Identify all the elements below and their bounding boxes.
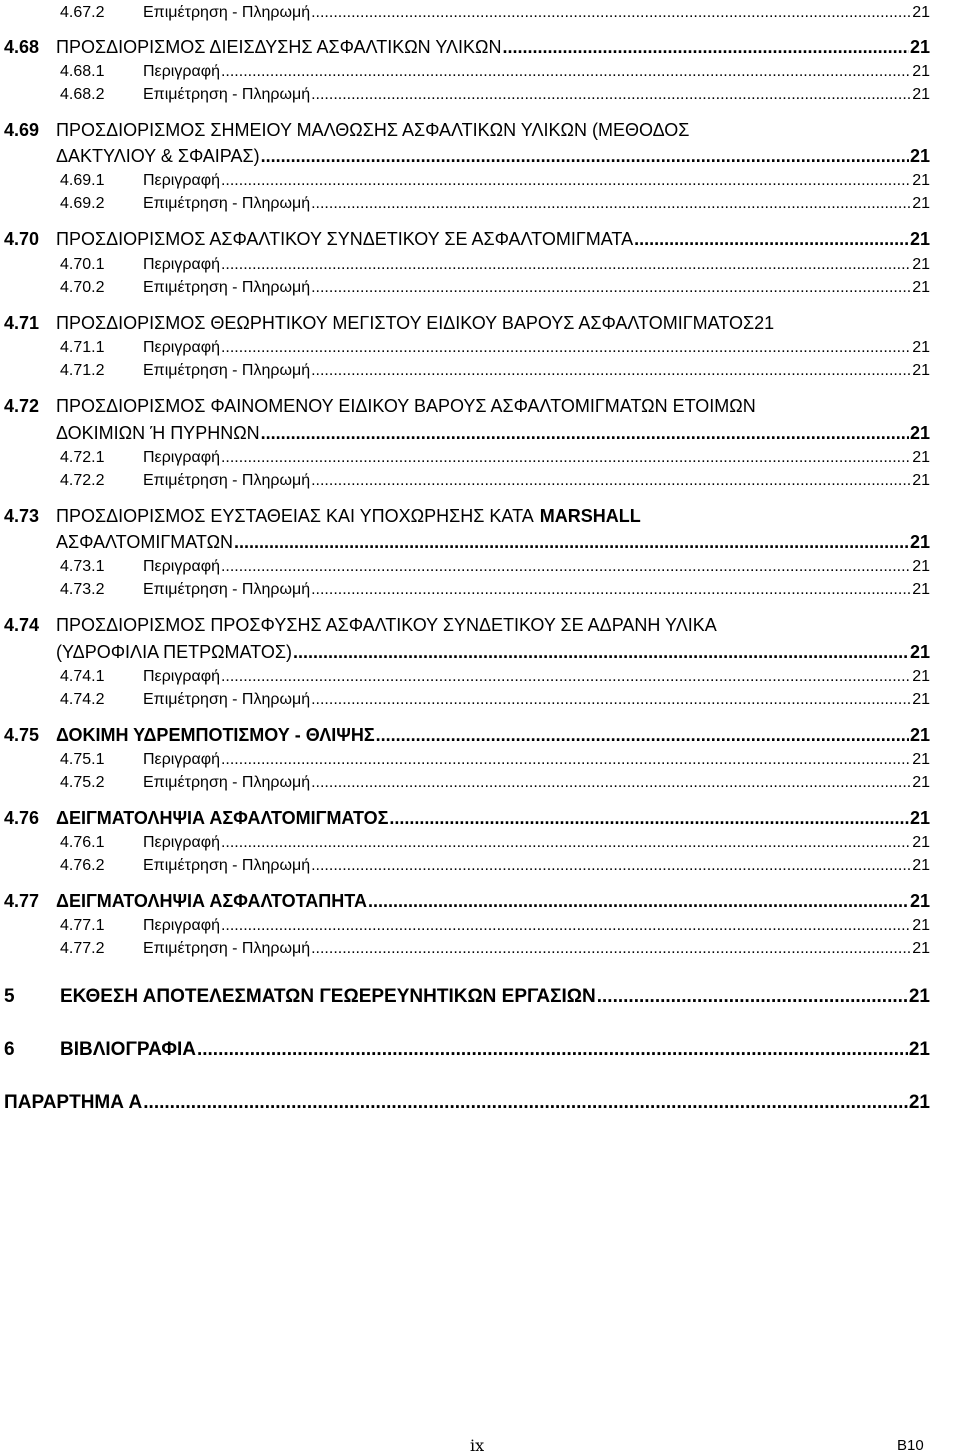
dot-leader bbox=[311, 195, 911, 213]
dot-leader bbox=[221, 751, 911, 769]
toc-page: 21 bbox=[912, 339, 930, 356]
toc-entry-4-77-1[interactable] bbox=[60, 917, 930, 935]
toc-title: Περιγραφή bbox=[143, 668, 220, 685]
toc-page: 21 bbox=[908, 1092, 930, 1113]
toc-entry-4-76-1[interactable] bbox=[60, 834, 930, 852]
toc-number: 5 bbox=[4, 986, 15, 1007]
toc-number: 6 bbox=[4, 1039, 15, 1060]
dot-leader bbox=[311, 691, 911, 709]
toc-number: 4.72 bbox=[4, 396, 40, 416]
toc-number: 4.76.1 bbox=[60, 834, 105, 851]
toc-title: ΠΑΡΑΡΤΗΜΑ Α bbox=[4, 1092, 143, 1113]
toc-number: 4.72.1 bbox=[60, 449, 105, 466]
toc-page: 21 bbox=[912, 581, 930, 598]
toc-entry-4-73[interactable] bbox=[4, 506, 930, 527]
toc-entry-4-68-1[interactable] bbox=[60, 63, 930, 81]
toc-number: 4.70.1 bbox=[60, 256, 105, 273]
toc-title: Επιμέτρηση - Πληρωμή bbox=[143, 774, 311, 791]
toc-page: 21 bbox=[912, 668, 930, 685]
toc-entry-4-73-1[interactable] bbox=[60, 558, 930, 576]
toc-title: Επιμέτρηση - Πληρωμή bbox=[143, 362, 311, 379]
toc-number: 4.76 bbox=[4, 808, 40, 828]
toc-number: 4.69.2 bbox=[60, 195, 105, 212]
toc-entry-4-68-2[interactable] bbox=[60, 86, 930, 104]
toc-number: 4.77.1 bbox=[60, 917, 105, 934]
dot-leader bbox=[368, 891, 909, 912]
toc-number: 4.67.2 bbox=[60, 4, 105, 21]
toc-entry-4-74[interactable] bbox=[4, 615, 930, 636]
toc-number: 4.70.2 bbox=[60, 279, 105, 296]
dot-leader bbox=[143, 1092, 908, 1114]
dot-leader bbox=[221, 172, 911, 190]
toc-entry-4-72[interactable] bbox=[4, 396, 930, 417]
toc-title: ΔΕΙΓΜΑΤΟΛΗΨΙΑ ΑΣΦΑΛΤΟΜΙΓΜΑΤΟΣ bbox=[56, 808, 389, 828]
toc-page: 21 bbox=[912, 558, 930, 575]
toc-page: 21 bbox=[909, 642, 930, 662]
toc-title: Περιγραφή bbox=[143, 256, 220, 273]
toc-entry-4-75[interactable] bbox=[4, 725, 930, 746]
toc-title: ΒΙΒΛΙΟΓΡΑΦΙΑ bbox=[60, 1039, 196, 1060]
toc-number: 4.71.1 bbox=[60, 339, 105, 356]
toc-title: ΔΟΚΙΜΗ ΥΔΡΕΜΠΟΤΙΣΜΟΥ - ΘΛΙΨΗΣ bbox=[56, 725, 375, 745]
toc-page: 21 bbox=[909, 532, 930, 552]
toc-title-line2: (ΥΔΡΟΦΙΛΙΑ ΠΕΤΡΩΜΑΤΟΣ) bbox=[56, 642, 293, 662]
toc-number: 4.71 bbox=[4, 313, 40, 333]
page-number-roman: ix bbox=[470, 1436, 485, 1455]
toc-entry-4-69-2[interactable] bbox=[60, 195, 930, 213]
dot-leader bbox=[221, 558, 911, 576]
toc-entry-4-76[interactable] bbox=[4, 808, 930, 829]
dot-leader bbox=[221, 917, 911, 935]
toc-entry-4-77[interactable] bbox=[4, 891, 930, 912]
toc-number: 4.75 bbox=[4, 725, 40, 745]
dot-leader bbox=[197, 1039, 908, 1061]
dot-leader bbox=[311, 362, 911, 380]
toc-entry-4-70[interactable] bbox=[4, 229, 930, 250]
toc-page: 21 bbox=[908, 1039, 930, 1060]
toc-page: 21 bbox=[909, 37, 930, 57]
toc-entry-6[interactable] bbox=[4, 1039, 930, 1061]
dot-leader bbox=[311, 4, 911, 22]
toc-entry-4-74-cont[interactable] bbox=[4, 642, 930, 663]
toc-title-line1: ΠΡΟΣΔΙΟΡΙΣΜΟΣ ΠΡΟΣΦΥΣΗΣ ΑΣΦΑΛΤΙΚΟΥ ΣΥΝΔΕΤΙΚΟΥ ΣΕ ΑΔΡΑΝΗ ΥΛΙΚΑ bbox=[56, 615, 717, 635]
toc-page: 21 bbox=[908, 986, 930, 1007]
toc-number: 4.73.2 bbox=[60, 581, 105, 598]
toc-title-line1: ΠΡΟΣΔΙΟΡΙΣΜΟΣ ΣΗΜΕΙΟΥ ΜΑΛΘΩΣΗΣ ΑΣΦΑΛΤΙΚΩΝ ΥΛΙΚΩΝ (ΜΕΘΟΔΟΣ bbox=[56, 120, 690, 140]
toc-entry-4-68[interactable] bbox=[4, 37, 930, 58]
toc-entry-4-72-cont[interactable] bbox=[4, 423, 930, 444]
toc-page: 21 bbox=[912, 362, 930, 379]
toc-number: 4.76.2 bbox=[60, 857, 105, 874]
toc-number: 4.68.2 bbox=[60, 86, 105, 103]
toc-entry-4-71[interactable] bbox=[4, 313, 930, 334]
toc-entry-4-67-2[interactable] bbox=[60, 4, 930, 22]
dot-leader bbox=[311, 86, 911, 104]
toc-page: 21 bbox=[909, 423, 930, 443]
toc-title: ΠΡΟΣΔΙΟΡΙΣΜΟΣ ΘΕΩΡΗΤΙΚΟΥ ΜΕΓΙΣΤΟΥ ΕΙΔΙΚΟΥ ΒΑΡΟΥΣ ΑΣΦΑΛΤΟΜΙΓΜΑΤΟΣ21 bbox=[56, 313, 775, 333]
dot-leader bbox=[293, 642, 909, 663]
toc-entry-4-73-2[interactable] bbox=[60, 581, 930, 599]
dot-leader bbox=[597, 986, 908, 1008]
toc-entry-4-74-2[interactable] bbox=[60, 691, 930, 709]
toc-title: Περιγραφή bbox=[143, 558, 220, 575]
toc-page: 21 bbox=[912, 195, 930, 212]
toc-entry-4-73-cont[interactable] bbox=[4, 532, 930, 553]
toc-title-line2: ΔΑΚΤΥΛΙΟΥ & ΣΦΑΙΡΑΣ) bbox=[56, 146, 260, 166]
dot-leader bbox=[376, 725, 909, 746]
toc-entry-4-69[interactable] bbox=[4, 120, 930, 141]
toc-title: ΠΡΟΣΔΙΟΡΙΣΜΟΣ ΔΙΕΙΣΔΥΣΗΣ ΑΣΦΑΛΤΙΚΩΝ ΥΛΙΚΩΝ bbox=[56, 37, 502, 57]
toc-title: Περιγραφή bbox=[143, 339, 220, 356]
toc-title: Περιγραφή bbox=[143, 172, 220, 189]
toc-entry-appendix-a[interactable] bbox=[4, 1092, 930, 1114]
toc-number: 4.72.2 bbox=[60, 472, 105, 489]
dot-leader bbox=[311, 279, 911, 297]
toc-entry-4-75-2[interactable] bbox=[60, 774, 930, 792]
toc-title: Επιμέτρηση - Πληρωμή bbox=[143, 691, 311, 708]
toc-number: 4.71.2 bbox=[60, 362, 105, 379]
dot-leader bbox=[261, 423, 909, 444]
toc-page: 21 bbox=[912, 917, 930, 934]
toc-page: 21 bbox=[912, 472, 930, 489]
toc-title: Επιμέτρηση - Πληρωμή bbox=[143, 86, 311, 103]
toc-entry-4-74-1[interactable] bbox=[60, 668, 930, 686]
dot-leader bbox=[311, 940, 911, 958]
dot-leader bbox=[311, 857, 911, 875]
toc-title-marshall: MARSHALL bbox=[539, 506, 641, 526]
toc-page: 21 bbox=[912, 857, 930, 874]
toc-page: 21 bbox=[909, 808, 930, 828]
toc-entry-4-77-2[interactable] bbox=[60, 940, 930, 958]
toc-page: 21 bbox=[912, 63, 930, 80]
toc-entry-4-76-2[interactable] bbox=[60, 857, 930, 875]
dot-leader bbox=[311, 774, 911, 792]
toc-number: 4.77 bbox=[4, 891, 40, 911]
dot-leader bbox=[261, 146, 909, 167]
toc-number: 4.69 bbox=[4, 120, 40, 140]
dot-leader bbox=[221, 63, 911, 81]
toc-entry-4-70-2[interactable] bbox=[60, 279, 930, 297]
toc-title: Επιμέτρηση - Πληρωμή bbox=[143, 4, 311, 21]
toc-number: 4.69.1 bbox=[60, 172, 105, 189]
toc-page: 21 bbox=[912, 256, 930, 273]
toc-page: 21 bbox=[912, 940, 930, 957]
toc-number: 4.73 bbox=[4, 506, 40, 526]
toc-page: 21 bbox=[912, 834, 930, 851]
toc-page: 21 bbox=[912, 86, 930, 103]
toc-title: Επιμέτρηση - Πληρωμή bbox=[143, 279, 311, 296]
toc-title-line2: ΔΟΚΙΜΙΩΝ Ή ΠΥΡΗΝΩΝ bbox=[56, 423, 260, 443]
dot-leader bbox=[503, 37, 909, 58]
dot-leader bbox=[221, 668, 911, 686]
toc-entry-4-72-1[interactable] bbox=[60, 449, 930, 467]
toc-page: 21 bbox=[912, 691, 930, 708]
toc-title-line2: ΑΣΦΑΛΤΟΜΙΓΜΑΤΩΝ bbox=[56, 532, 234, 552]
toc-title: Επιμέτρηση - Πληρωμή bbox=[143, 857, 311, 874]
toc-title: Περιγραφή bbox=[143, 917, 220, 934]
toc-entry-4-72-2[interactable] bbox=[60, 472, 930, 490]
toc-number: 4.70 bbox=[4, 229, 40, 249]
toc-title-line1: ΠΡΟΣΔΙΟΡΙΣΜΟΣ ΕΥΣΤΑΘΕΙΑΣ ΚΑΙ ΥΠΟΧΩΡΗΣΗΣ ΚΑΤΑ bbox=[56, 506, 534, 526]
toc-entry-5[interactable] bbox=[4, 986, 930, 1008]
toc-title-line1: ΠΡΟΣΔΙΟΡΙΣΜΟΣ ΦΑΙΝΟΜΕΝΟΥ ΕΙΔΙΚΟΥ ΒΑΡΟΥΣ ΑΣΦΑΛΤΟΜΙΓΜΑΤΩΝ ΕΤΟΙΜΩΝ bbox=[56, 396, 756, 416]
toc-page: 21 bbox=[909, 891, 930, 911]
toc-page: 21 bbox=[909, 229, 930, 249]
toc-number: 4.73.1 bbox=[60, 558, 105, 575]
dot-leader bbox=[221, 339, 911, 357]
dot-leader bbox=[221, 834, 911, 852]
toc-number: 4.77.2 bbox=[60, 940, 105, 957]
toc-title: Επιμέτρηση - Πληρωμή bbox=[143, 195, 311, 212]
dot-leader bbox=[634, 229, 909, 250]
toc-number: 4.74.2 bbox=[60, 691, 105, 708]
toc-page: 21 bbox=[912, 751, 930, 768]
toc-number: 4.75.1 bbox=[60, 751, 105, 768]
dot-leader bbox=[311, 581, 911, 599]
toc-number: 4.75.2 bbox=[60, 774, 105, 791]
toc-title: ΠΡΟΣΔΙΟΡΙΣΜΟΣ ΑΣΦΑΛΤΙΚΟΥ ΣΥΝΔΕΤΙΚΟΥ ΣΕ ΑΣΦΑΛΤΟΜΙΓΜΑΤΑ bbox=[56, 229, 634, 249]
toc-number: 4.74.1 bbox=[60, 668, 105, 685]
document-code: B10 bbox=[897, 1437, 924, 1454]
toc-number: 4.68 bbox=[4, 37, 40, 57]
toc-title: Επιμέτρηση - Πληρωμή bbox=[143, 940, 311, 957]
toc-title: ΕΚΘΕΣΗ ΑΠΟΤΕΛΕΣΜΑΤΩΝ ΓΕΩΕΡΕΥΝΗΤΙΚΩΝ ΕΡΓΑΣΙΩΝ bbox=[60, 986, 596, 1007]
dot-leader bbox=[389, 808, 909, 829]
toc-title: Περιγραφή bbox=[143, 751, 220, 768]
toc-entry-4-69-cont[interactable] bbox=[4, 146, 930, 167]
toc-title: Περιγραφή bbox=[143, 63, 220, 80]
toc-number: 4.68.1 bbox=[60, 63, 105, 80]
toc-title: Περιγραφή bbox=[143, 834, 220, 851]
toc-page: 21 bbox=[912, 4, 930, 21]
toc-page: 21 bbox=[909, 146, 930, 166]
toc-page: 21 bbox=[912, 172, 930, 189]
toc-entry-4-70-1[interactable] bbox=[60, 256, 930, 274]
toc-entry-4-75-1[interactable] bbox=[60, 751, 930, 769]
dot-leader bbox=[221, 449, 911, 467]
toc-entry-4-71-2[interactable] bbox=[60, 362, 930, 380]
dot-leader bbox=[221, 256, 911, 274]
toc-title: Περιγραφή bbox=[143, 449, 220, 466]
toc-title: Επιμέτρηση - Πληρωμή bbox=[143, 581, 311, 598]
toc-page: 21 bbox=[912, 449, 930, 466]
toc-number: 4.74 bbox=[4, 615, 40, 635]
toc-entry-4-71-1[interactable] bbox=[60, 339, 930, 357]
dot-leader bbox=[234, 532, 909, 553]
dot-leader bbox=[311, 472, 911, 490]
toc-title: Επιμέτρηση - Πληρωμή bbox=[143, 472, 311, 489]
toc-page: 21 bbox=[909, 725, 930, 745]
toc-page: 21 bbox=[912, 279, 930, 296]
toc-page: 21 bbox=[912, 774, 930, 791]
toc-entry-4-69-1[interactable] bbox=[60, 172, 930, 190]
toc-title: ΔΕΙΓΜΑΤΟΛΗΨΙΑ ΑΣΦΑΛΤΟΤΑΠΗΤΑ bbox=[56, 891, 367, 911]
